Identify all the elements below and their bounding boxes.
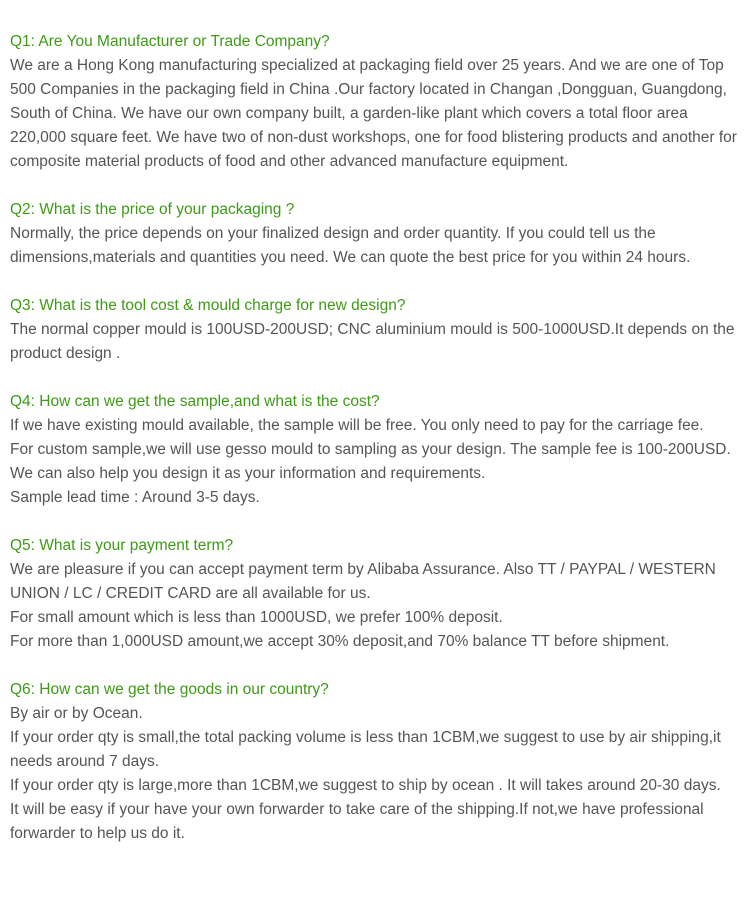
faq-answer-line: For custom sample,we will use gesso mould to sampling as your design. The sample fee is 100-200USD. We can also help you design it as your information and requirements. [10,441,731,482]
faq-answer-line: If we have existing mould available, the sample will be free. You only need to pay for the carriage fee. [10,417,704,434]
faq-answer [10,222,740,270]
faq-answer-line: Sample lead time : Around 3-5 days. [10,489,260,506]
faq-item-q4 [10,390,740,510]
faq-answer-line: It will be easy if your have your own forwarder to take care of the shipping.If not,we have professional forwarder to help us do it. [10,801,704,842]
faq-answer [10,414,740,510]
faq-answer-line: Normally, the price depends on your finalized design and order quantity. If you could tell us the dimensions,materials and quantities you need. We can quote the best price for you within 24 hours. [10,225,691,266]
faq-question: Q2: What is the price of your packaging ? [10,201,295,218]
faq-answer-line: For small amount which is less than 1000USD, we prefer 100% deposit. [10,609,503,626]
faq-answer-line: The normal copper mould is 100USD-200USD; CNC aluminium mould is 500-1000USD.It depends on the product design . [10,321,735,362]
faq-answer [10,54,740,174]
faq-question: Q3: What is the tool cost & mould charge for new design? [10,297,406,314]
faq-item-q1 [10,30,740,174]
faq-answer-line: We are a Hong Kong manufacturing specialized at packaging field over 25 years. And we are one of Top 500 Companies in the packaging field in China .Our factory located in Changan ,Dongguan, Guangdong, South of China. We have our own company built, a garden-like plant which covers a total floor area 220,000 square feet. We have two of non-dust workshops, one for food blistering products and another for composite material products of food and other advanced manufacture equipment. [10,57,737,170]
faq-question: Q5: What is your payment term? [10,537,234,554]
faq-answer [10,318,740,366]
faq-answer-line: We are pleasure if you can accept payment term by Alibaba Assurance. Also TT / PAYPAL / WESTERN UNION / LC / CREDIT CARD are all available for us. [10,561,716,602]
faq-answer [10,702,740,846]
faq-answer-line: By air or by Ocean. [10,705,143,722]
faq-question: Q4: How can we get the sample,and what is the cost? [10,393,380,410]
faq-item-q5 [10,534,740,654]
faq-question: Q1: Are You Manufacturer or Trade Company? [10,33,330,50]
faq-answer-line: If your order qty is small,the total packing volume is less than 1CBM,we suggest to use by air shipping,it needs around 7 days. [10,729,721,770]
faq-item-q2 [10,198,740,270]
faq-answer-line: If your order qty is large,more than 1CBM,we suggest to ship by ocean . It will takes around 20-30 days. [10,777,721,794]
faq-item-q3 [10,294,740,366]
faq-answer-line: For more than 1,000USD amount,we accept 30% deposit,and 70% balance TT before shipment. [10,633,670,650]
faq-list [10,30,740,870]
faq-answer [10,558,740,654]
faq-item-q6 [10,678,740,846]
faq-question: Q6: How can we get the goods in our country? [10,681,329,698]
